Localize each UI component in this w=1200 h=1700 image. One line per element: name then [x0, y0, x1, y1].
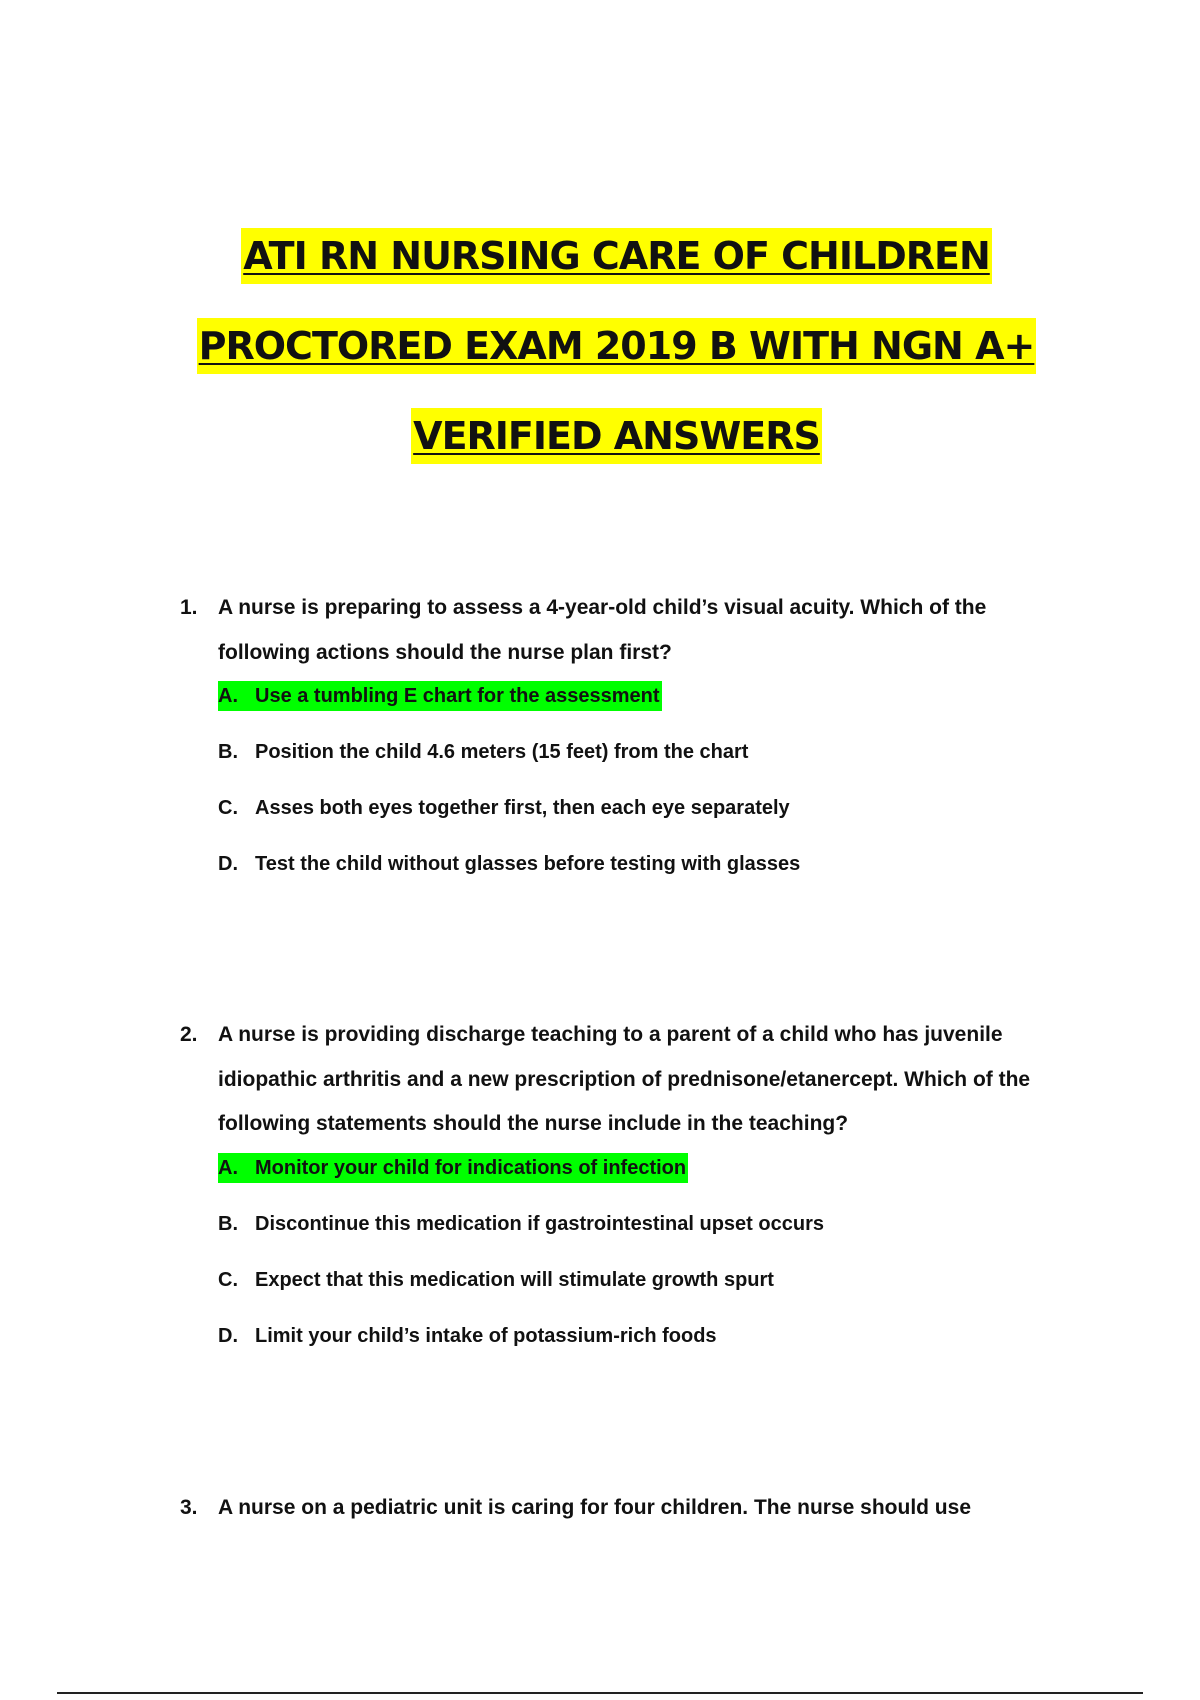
- title-line-3: VERIFIED ANSWERS: [411, 408, 822, 464]
- question-number: 3.: [180, 1496, 198, 1519]
- page-bottom-rule: [57, 1692, 1143, 1694]
- option-letter: D.: [218, 1324, 238, 1347]
- option-letter: B.: [218, 741, 238, 763]
- option-text: Limit your child’s intake of potassium-rich foods: [255, 1324, 717, 1347]
- question-2: [180, 1013, 1080, 1377]
- option-c: [218, 1265, 1080, 1321]
- question-3: [180, 1486, 1080, 1531]
- option-a-correct: [218, 681, 1080, 737]
- title-line-2: PROCTORED EXAM 2019 B WITH NGN A+: [197, 318, 1037, 374]
- option-letter: D.: [218, 853, 238, 875]
- option-letter: B.: [218, 1212, 238, 1235]
- option-d: [218, 849, 1080, 905]
- question-number: 1.: [180, 596, 198, 619]
- option-letter: A.: [218, 685, 238, 707]
- question-number: 2.: [180, 1023, 198, 1046]
- title-line-1: ATI RN NURSING CARE OF CHILDREN: [241, 228, 992, 284]
- option-letter: A.: [218, 1156, 238, 1179]
- option-text: Asses both eyes together first, then each eye separately: [255, 797, 790, 819]
- question-1: [180, 586, 1080, 905]
- option-d: [218, 1321, 1080, 1377]
- question-text: A nurse is preparing to assess a 4-year-old child’s visual acuity. Which of the following actions should the nurse plan first?: [218, 596, 987, 664]
- question-text: A nurse on a pediatric unit is caring for four children. The nurse should use: [218, 1496, 971, 1519]
- option-text: Use a tumbling E chart for the assessment: [255, 685, 660, 707]
- question-text: A nurse is providing discharge teaching to a parent of a child who has juvenile idiopathic arthritis and a new prescription of prednisone/etanercept. Which of the following statements should the nurse include in the teaching?: [218, 1023, 1031, 1135]
- option-text: Test the child without glasses before testing with glasses: [255, 853, 801, 875]
- option-a-correct: [218, 1153, 1080, 1209]
- option-list: [218, 1153, 1080, 1377]
- option-text: Discontinue this medication if gastrointestinal upset occurs: [255, 1212, 824, 1235]
- option-text: Monitor your child for indications of infection: [255, 1156, 687, 1179]
- document-title: [0, 228, 1200, 498]
- option-text: Expect that this medication will stimulate growth spurt: [255, 1268, 774, 1291]
- option-letter: C.: [218, 1268, 238, 1291]
- option-c: [218, 793, 1080, 849]
- option-b: [218, 737, 1080, 793]
- option-letter: C.: [218, 797, 238, 819]
- option-list: [218, 681, 1080, 905]
- option-b: [218, 1209, 1080, 1265]
- option-text: Position the child 4.6 meters (15 feet) from the chart: [255, 741, 749, 763]
